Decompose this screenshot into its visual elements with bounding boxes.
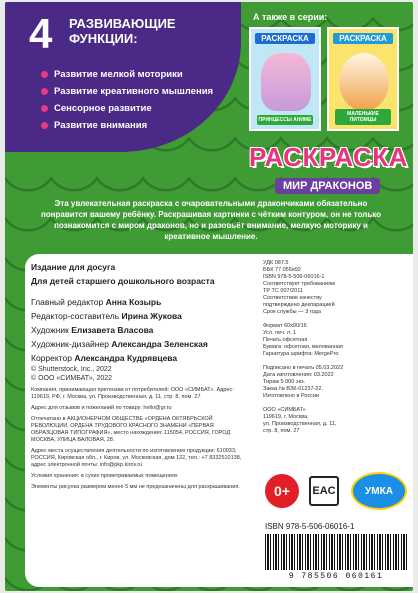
imprint-line: Гарнитура шрифта: MergePro <box>263 351 339 357</box>
features-list <box>41 66 213 134</box>
imprint-line: ул. Производственная, д. 11, <box>263 421 337 427</box>
back-cover <box>5 2 413 591</box>
copyright-line: © Shutterstock, Inc., 2022 <box>31 366 112 373</box>
imprint-line: Тираж 5 000 экз. <box>263 379 306 385</box>
eac-mark: EAC <box>309 476 339 506</box>
imprint-line: ТР ТС 007/2011 <box>263 288 303 294</box>
imprint-line: УДК 087.5 <box>263 260 289 266</box>
book-main-title: РАСКРАСКА <box>249 142 408 172</box>
printer-info: Отпечатано в АКЦИОНЕРНОМ ОБЩЕСТВЕ «ОРДЕНА ОКТЯБРЬСКОЙ РЕВОЛЮЦИИ, ОРДЕНА ТРУДОВОГО КРАСНОГО ЗНАМЕНИ «ПЕРВАЯ ОБРАЗЦОВАЯ ТИПОГРАФИЯ», место нахождения: 115054, РОССИЯ, ГОРОД МОСКВА, УЛИЦА ВАЛОВАЯ, 28. <box>31 416 231 443</box>
book-title: РАСКРАСКА <box>333 33 393 44</box>
imprint-line: ББК 77.056я92 <box>263 267 301 273</box>
book-illustration <box>261 53 311 111</box>
imprint-line: Срок службы — 3 года <box>263 309 321 315</box>
imprint-line: Дата изготовления: 03.2022 <box>263 372 334 378</box>
imprint-line: 119619, г. Москва, <box>263 414 309 420</box>
imprint-line: Формат 60х90/16 <box>263 323 307 329</box>
credit-line: Редактор-составитель Ирина Жукова <box>31 311 182 321</box>
feature-item: Сенсорное развитие <box>41 100 213 117</box>
production-address: Адрес места осуществления деятельности по изготовлению продукции: 610033, РОССИЯ, Кировская обл., г. Киров, ул. Московская, дом 122, тел.: +7 8332510138, адрес электронной почты: info@pkp.kirov.ru <box>31 448 242 468</box>
bullet-icon <box>41 71 48 78</box>
imprint-panel <box>25 254 413 587</box>
series-book-anime <box>249 27 321 131</box>
age-rating-badge: 0+ <box>265 474 299 508</box>
credit-line: Корректор Александра Кудрявцева <box>31 353 178 363</box>
barcode-icon <box>265 534 407 570</box>
features-panel <box>5 2 241 152</box>
age-group: Для детей старшего дошкольного возраста <box>31 276 215 286</box>
imprint-line: Печать офсетная <box>263 337 308 343</box>
series-book-pets <box>327 27 399 131</box>
imprint-line: ISBN 978-5-506-06016-1 <box>263 274 325 280</box>
imprint-line: Бумага: офсетная, мелованная <box>263 344 343 350</box>
edition-type: Издание для досуга <box>31 262 116 272</box>
isbn-label: ISBN 978-5-506-06016-1 <box>265 522 355 531</box>
book-title: РАСКРАСКА <box>255 33 315 44</box>
umka-logo: УМКА <box>351 472 407 510</box>
imprint-line: Подписано в печать 05.03.2022 <box>263 365 344 371</box>
book-sub-title: МИР ДРАКОНОВ <box>275 178 380 194</box>
imprint-line: Заказ № ВЗК-01237-22. <box>263 386 323 392</box>
bullet-icon <box>41 122 48 129</box>
elements-note: Элементы рисунка размером менее 5 мм не предназначены для раскрашивания. <box>31 484 240 490</box>
imprint-line: Изготовлено в России <box>263 393 320 399</box>
barcode-number: 9 785506 060161 <box>265 572 407 581</box>
imprint-right <box>263 260 413 435</box>
book-illustration <box>339 53 389 111</box>
feature-item: Развитие внимания <box>41 117 213 134</box>
imprint-line: подтверждено декларацией <box>263 302 335 308</box>
imprint-line: ООО «СИМБАТ» <box>263 407 306 413</box>
features-count: 4 <box>29 10 53 57</box>
credit-line: Художник Елизавета Власова <box>31 325 154 335</box>
features-title: РАЗВИВАЮЩИЕ ФУНКЦИИ: <box>69 16 176 46</box>
feedback-email: Адрес для отзывов и пожеланий по товару: hello@gr.ru <box>31 405 172 411</box>
bullet-icon <box>41 88 48 95</box>
book-subtitle: МАЛЕНЬКИЕ ПИТОМЦЫ <box>335 109 391 125</box>
credit-line: Главный редактор Анна Козырь <box>31 297 162 307</box>
imprint-line: Усл. печ. л. 1 <box>263 330 297 336</box>
company-info: Компания, принимающая претензии от потребителей: ООО «СИМБАТ». Адрес: 119619, РФ, г. Москва, ул. Производственная, д. 11, стр. 8, пом. 27 <box>31 387 234 400</box>
storage-conditions: Условия хранения: в сухих проветриваемых помещениях <box>31 473 178 479</box>
credit-line: Художник-дизайнер Александра Зеленская <box>31 339 208 349</box>
feature-item: Развитие креативного мышления <box>41 83 213 100</box>
feature-item: Развитие мелкой моторики <box>41 66 213 83</box>
imprint-line: Соответствие качеству <box>263 295 322 301</box>
imprint-line: стр. 8, пом. 27 <box>263 428 300 434</box>
copyright-line: © ООО «СИМБАТ», 2022 <box>31 375 113 382</box>
imprint-left <box>31 260 251 491</box>
book-description: Эта увлекательная раскраска с очаровательными дракончиками обязательно понравится вашему ребёнку. Раскрашивая картинки с чётким контуром, он не только познакомится с миром драконов, но и разовьёт внимание, мелкую моторику и креативное мышление. <box>40 199 382 241</box>
bullet-icon <box>41 105 48 112</box>
series-label: А также в серии: <box>253 12 328 22</box>
book-subtitle: ПРИНЦЕССЫ АНИМЕ <box>258 117 312 123</box>
imprint-line: Соответствует требованиям <box>263 281 335 287</box>
